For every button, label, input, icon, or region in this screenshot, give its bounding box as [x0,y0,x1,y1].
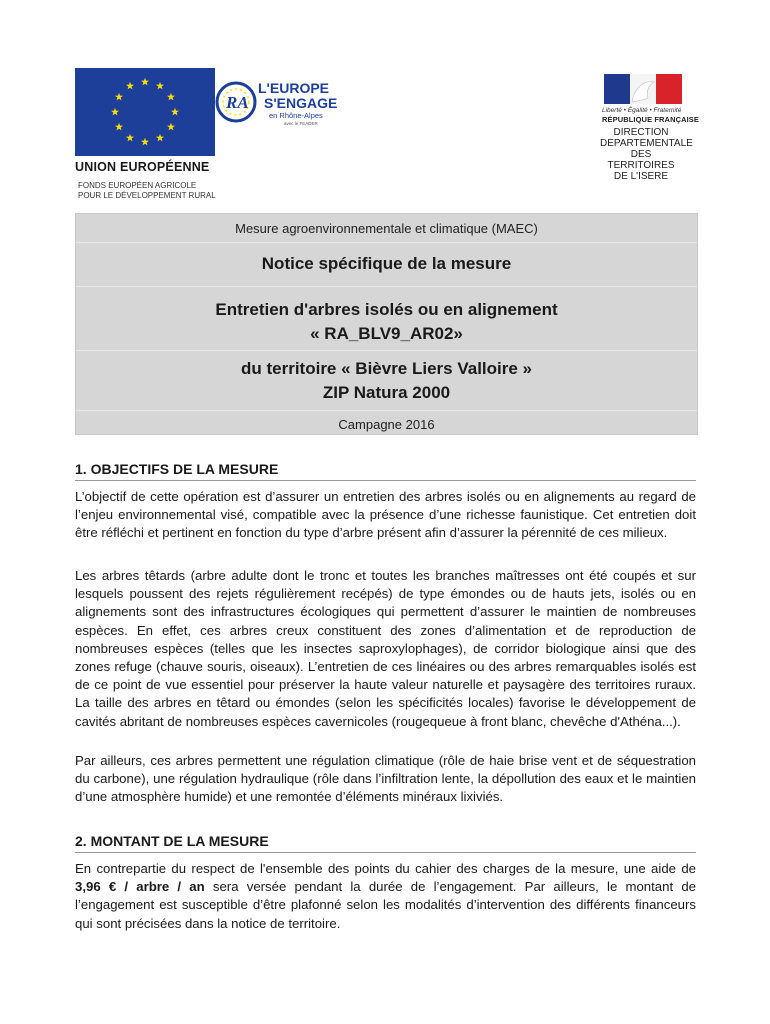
republic-motto: Liberté • Égalité • Fraternité [602,107,682,114]
section-2-rule [75,852,696,853]
eu-title: UNION EUROPÉENNE [75,160,210,174]
europe-engage-text-2: S'ENGAGE [264,95,338,111]
notice-title: Notice spécifique de la mesure [261,254,512,273]
section-1-paragraph-1: L’objectif de cette opération est d’assurer un entretien des arbres isolés ou en alignements au regard de l’enjeu environnemental visé, compatible avec la présence d’une richesse faunistique. Cet entretien doit être réfléchi et pertinent en fonction du type d’arbre présent afin d’assurer la pérennité de ces milieux. [75,489,696,541]
section-1-title: 1. OBJECTIFS DE LA MESURE [75,461,279,477]
direction-territoires [600,127,693,182]
measure-title: Entretien d'arbres isolés ou en alignement [215,300,558,319]
amount-text-before: En contrepartie du respect de l'ensemble des points du cahier des charges de la mesure, une aide de [75,861,696,876]
france-flag-icon [598,72,688,108]
direction-line-2: DEPARTEMENTALE [600,138,693,149]
section-1-paragraph-2: Les arbres têtards (arbre adulte dont le tronc et toutes les branches maîtresses ont été coupés et sur lesquels poussent des rejets régulièrement recépés) de type émondes ou de hauts jets, isolés ou en alignements sont des infrastructures écologiques qui permettent d’assurer le maintien de nombreuses espèces. En effet, ces arbres creux constituent des zones d’alimentation et de reproduction de nombreuses espèces (telles que les insectes saproxylophages), de corridor biologique ainsi que des zones refuge (chauve souris, oiseaux). L’entretien de ces linéaires ou des arbres remarquables isolés est de ce point de vue essentiel pour préserver la haute valeur naturelle et paysagère des territoires ruraux. La taille des arbres en têtard ou émondes (selon les spécificités locales) favorise le développement de cavités abritant de nombreuses espèces cavernicoles (rougequeue à front blanc, chevêche d'Athéna...). [75,568,696,729]
section-2-paragraph-1 [75,860,696,933]
header-divider [76,286,697,287]
direction-line-3: DES TERRITOIRES [607,149,675,171]
direction-line-1: DIRECTION [613,127,669,138]
section-1-rule [75,480,696,481]
campaign-year: Campagne 2016 [338,417,435,432]
header-box [75,213,698,435]
europe-engage-text-3: en Rhône-Alpes [269,111,323,120]
eu-subtitle [78,181,228,201]
section-1-paragraph-3: Par ailleurs, ces arbres permettent une régulation climatique (rôle de haie brise vent et de séquestration du carbone), une régulation hydraulique (rôle dans l’infiltration lente, la dépollution des eaux et le maintien d’une atmosphère humide) et une remontée d’éléments minéraux lixiviés. [75,753,696,805]
europe-engage-text-4: avec le FEADER [284,121,318,126]
maec-label: Mesure agroenvironnementale et climatique (MAEC) [235,221,538,236]
aid-amount: 3,96 € / arbre / an [75,879,205,895]
header-divider [76,410,697,411]
header-divider [76,242,697,243]
direction-line-4: DE L'ISERE [613,171,669,182]
republic-name: RÉPUBLIQUE FRANÇAISE [602,115,700,124]
territory-name: du territoire « Bièvre Liers Valloire » [240,359,533,378]
eu-stars-icon [75,68,215,156]
europe-engage-text-1: L'EUROPE [258,80,330,96]
territory-zone: ZIP Natura 2000 [322,383,451,402]
europe-engage-logo [214,74,364,134]
section-2-title: 2. MONTANT DE LA MESURE [75,833,269,849]
header-divider [76,350,697,351]
eu-flag-logo [75,68,215,156]
svg-text:RA: RA [226,93,249,112]
eu-subtitle-line-1: FONDS EUROPÉEN AGRICOLE [78,181,197,190]
eu-subtitle-line-2: POUR LE DÉVELOPPEMENT RURAL [78,191,216,200]
amount-text-after: sera versée pendant la durée de l’engagement. Par ailleurs, le montant de l’engagement est susceptible d’être plafonné selon les modalités d’intervention des différents financeurs qui sont précisées dans la notice de territoire. [75,879,696,931]
measure-code: « RA_BLV9_AR02» [310,324,463,343]
